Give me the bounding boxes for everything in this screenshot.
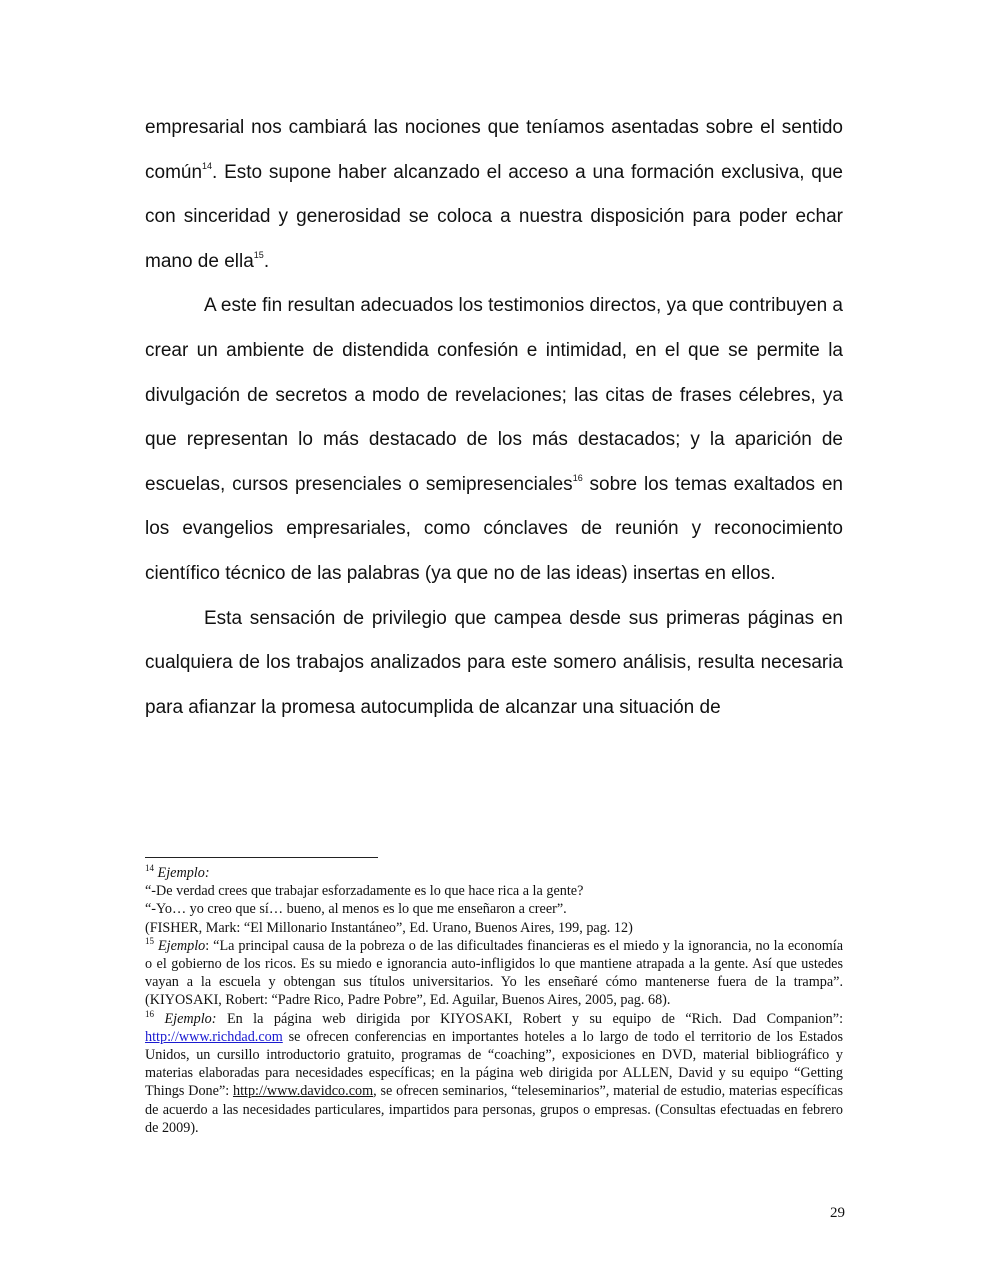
paragraph-text: Esta sensación de privilegio que campea desde sus primeras páginas en cualquiera de los trabajos analizados para este somero análisis, resulta necesaria para afianzar la promesa autocumplida de alcanzar una situación de: [145, 607, 843, 718]
davidco-link[interactable]: http://www.davidco.com: [232, 1083, 374, 1100]
paragraph-2: [145, 284, 843, 596]
footnote-label: Ejemplo:: [164, 1010, 217, 1027]
footnote-14-line: “-De verdad crees que trabajar esforzadamente es lo que hace rica a la gente?: [145, 883, 584, 900]
footnote-text: se ofrecen conferencias en importantes hoteles a lo largo de todo el territorio de los Estados Unidos, un cursillo introductorio gratuito, programas de “coaching”, exposiciones en DVD, material bibliográfico y materias elaboradas para necesidades específicas; en la página web dirigida por ALLEN, David y su equipo “Getting Things Done”:: [145, 1028, 843, 1100]
footnote-label: Ejemplo: [157, 937, 206, 954]
footnote-ref-15[interactable]: 15: [253, 249, 264, 260]
footnote-text: : “La principal causa de la pobreza o de las dificultades financieras es el miedo y la ignorancia, no la economía o el gobierno de los ricos. Es su miedo e ignorancia auto-infligidos lo que mantiene atrapada a la gente. Así que ustedes vayan a la escuela y obtengan sus títulos universitarios. Yo les enseñaré cómo mantenerse fuera de la trampa”. (KIYOSAKI, Robert: “Padre Rico, Padre Pobre”, Ed. Aguilar, Buenos Aires, 2005, pag. 68).: [145, 937, 844, 1009]
footnote-text: , se ofrecen seminarios, “teleseminarios”, material de estudio, materias específicas de acuerdo a las necesidades particulares, impartidos para personas, grupos o empresas. (Consultas efectuadas en febrero de 2009).: [145, 1083, 843, 1136]
paragraph-text: empresarial nos cambiará las nociones que teníamos asentadas sobre el sentido común: [145, 117, 843, 183]
footnote-number: 15: [145, 935, 154, 946]
paragraph-text: .: [263, 250, 270, 272]
footnote-14-line: “-Yo… yo creo que sí… bueno, al menos es lo que me enseñaron a creer”.: [145, 901, 567, 918]
footnote-number: 16: [145, 1008, 154, 1019]
footnote-14: [145, 864, 843, 882]
footnotes: [145, 864, 843, 1137]
footnote-16: [145, 1010, 843, 1137]
footnote-14-citation: (FISHER, Mark: “El Millonario Instantáneo”, Ed. Urano, Buenos Aires, 199, pag. 12): [145, 919, 633, 936]
paragraph-text: sobre los temas exaltados en los evangelios empresariales, como cónclaves de reunión y reconocimiento científico técnico de las palabras (ya que no de las ideas) insertas en ellos.: [145, 473, 844, 584]
footnote-text: En la página web dirigida por KIYOSAKI, Robert y su equipo de “Rich. Dad Companion”:: [216, 1010, 844, 1027]
footnote-separator: [145, 857, 378, 858]
richdad-link[interactable]: http://www.richdad.com: [145, 1028, 283, 1045]
paragraph-1: [145, 106, 843, 284]
paragraph-text: A este fin resultan adecuados los testimonios directos, ya que contribuyen a crear un ambiente de distendida confesión e intimidad, en el que se permite la divulgación de secretos a modo de revelaciones; las citas de frases célebres, ya que representan lo más destacado de los más destacados; y la aparición de escuelas, cursos presenciales o semipresenciales: [145, 295, 843, 495]
footnote-number: 14: [145, 863, 154, 873]
page-number: 29: [830, 1205, 845, 1221]
footnote-15: [145, 937, 843, 1010]
paragraph-3: [145, 597, 843, 731]
body-text: [145, 106, 843, 730]
paragraph-text: . Esto supone haber alcanzado el acceso a una formación exclusiva, que con sinceridad y generosidad se coloca a nuestra disposición para poder echar mano de ella: [145, 161, 843, 272]
footnote-ref-16[interactable]: 16: [572, 472, 583, 483]
footnote-ref-14[interactable]: 14: [202, 160, 213, 171]
footnote-label: Ejemplo:: [157, 865, 210, 881]
